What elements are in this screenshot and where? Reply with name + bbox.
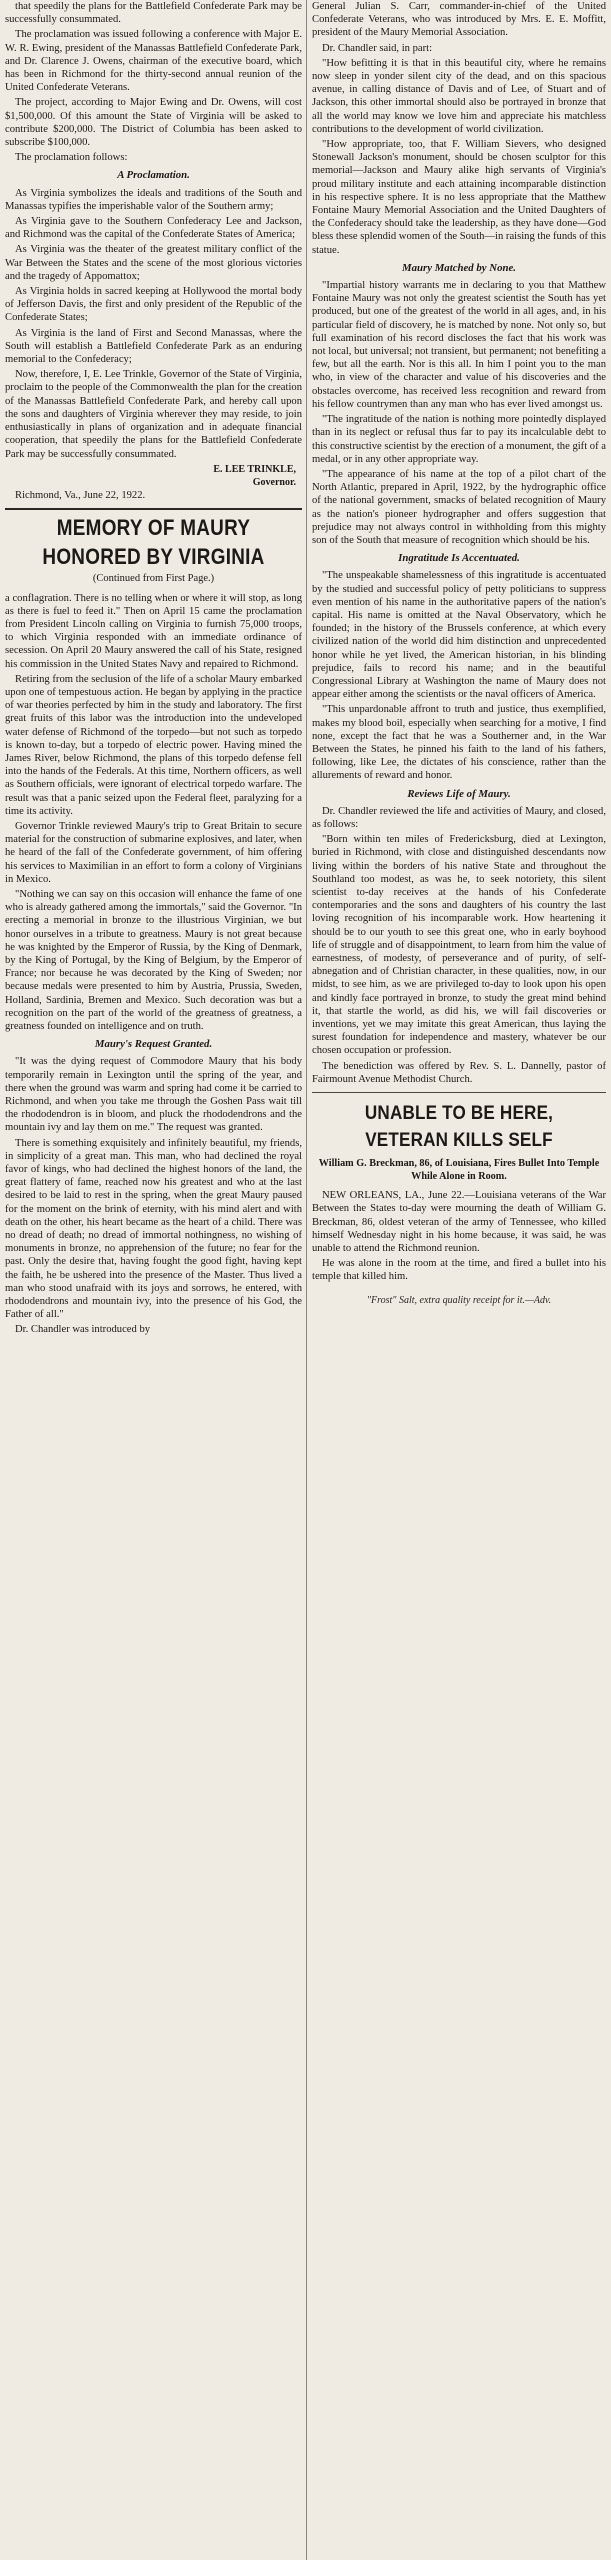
paragraph: "The unspeakable shamelessness of this ingratitude is accentuated by the studied and successful policy of petty politicians to suppress even mention of his name in the authoritative papers of the nation's capital. His name is omitted at the Naval Observatory, which he founded; in the history of the Brussels conference, at which every civilized nation of the world did him distinction and unprecedented honor while he yet lived, the American historian, in his blinding prejudice, fails to record his name; and in the beautiful Congressional Library at Washington the name of Maury does not appear either among the scientists or the naval officers of America. — [312, 570, 606, 701]
ingratitude-section — [312, 569, 606, 782]
paragraph: As Virginia gave to the Southern Confederacy Lee and Jackson, and Richmond was the capital of the Confederate States of America; — [5, 216, 302, 241]
paragraph: "Impartial history warrants me in declaring to you that Matthew Fontaine Maury was not only the greatest scientist the South has yet produced, but one of the greatest of the world in all ages, and, in his particular field of discovery, he is matched by none. Not only so, but full examination of his record discloses the fact that his work was not local, but universal; not transient, but permanent; not benefiting a few, but all the earth. Nor is this all. In him I point you to the man who, in view of the character and value of his discoveries and the obstacles overcome, has received less recognition and reward from his fellow countrymen than any man who has ever lived amongst us. — [312, 280, 606, 410]
headline-line-2: HONORED BY VIRGINIA — [42, 544, 265, 570]
paragraph: Governor Trinkle reviewed Maury's trip to Great Britain to secure material for the construction of submarine explosives, and later, when he heard of the fall of the Confederate government, of him offering his services to Maximilian in an effort to form a colony of Virginians in Mexico. — [5, 820, 302, 885]
proclamation-text — [5, 187, 302, 461]
governor-title: Governor. — [252, 476, 296, 488]
paragraph: "It was the dying request of Commodore Maury that his body temporarily remain in Lexington until the spring of the year, and there when the ground was warm and spring had come it be carried to Richmond, and when you take me through the Goshen Pass wait till the rhododendron is in bloom, and pluck the rhododendrons and the mountain ivy and lay them on me." The request was granted. — [5, 1056, 302, 1134]
veteran-story — [312, 1189, 606, 1283]
request-section — [5, 1055, 302, 1336]
subheading-matched: Maury Matched by None. — [402, 261, 516, 274]
proclamation-heading: A Proclamation. — [117, 169, 190, 182]
paragraph: As Virginia symbolizes the ideals and traditions of the South and Manassas typifies the imperishable valor of the Southern army; — [5, 187, 302, 212]
paragraph: a conflagration. There is no telling when or where it will stop, as long as there is fuel to feed it." Then on April 15 came the proclamation from President Lincoln calling on Virginia to furnish 75,000 troops, to which Virginia responded with an immediate ordinance of secession. On April 20 Maury answered the call of his State, resigned his commission in the United States Navy and repaired to Richmond. — [5, 592, 302, 670]
column-rule — [306, 0, 307, 2560]
paragraph: The proclamation follows: — [15, 152, 128, 164]
subheading-request: Maury's Request Granted. — [94, 1038, 213, 1051]
veteran-headline-line-2: VETERAN KILLS SELF — [365, 1130, 553, 1152]
paragraph: The proclamation was issued following a conference with Major E. W. R. Ewing, president of the Manassas Battlefield Confederate Park, and Dr. Clarence J. Owens, chairman of the executive board, which has been in Richmond for the thirty-second annual reunion of the United Confederate Veterans. — [5, 29, 302, 94]
paragraph: As Virginia was the theater of the greatest military conflict of the War Between the States and the scene of the most glorious victories and the tragedy of Appomattox; — [5, 244, 302, 282]
advertisement-snippet: "Frost" Salt, extra quality receipt for it.—Adv. — [366, 1294, 552, 1306]
continued-note: (Continued from First Page.) — [92, 573, 215, 585]
headline-line-1: MEMORY OF MAURY — [56, 515, 251, 541]
section-divider — [5, 508, 302, 510]
paragraph: Retiring from the seclusion of the life of a scholar Maury embarked upon one of tempestuous action. He began by applying in the practice of war theories perfected by him in the study and laboratory. The first great fruits of this labor was the introduction into the undeveloped water defense of Richmond of the torpedo—but not such as torpedo is known to-day, but a torpedo of electric power. Having mined the James River, below Richmond, the plans of this torpedo defense fell into the hands of the Federals. At this time, Northern officers, as well as Southern officials, were ignorant of electrical torpedo warfare. The result was that a panic seized upon the Federal fleet, paralyzing for a time its activity. — [5, 673, 302, 817]
reviews-section — [312, 805, 606, 1086]
paragraph: "How appropriate, too, that F. William Sievers, who designed Stonewall Jackson's monument, should be chosen sculptor for this memorial—Jackson and Maury alike high servants of Virginia's proud military institute and each attaining incomparable distinction in his respective sphere. It is no less appropriate that the Matthew Fontaine Maury Memorial Association and the United Daughters of the Confederacy should take the leadership, as they have done—God bless these splendid women of the South—in raising the funds of this statue. — [312, 139, 606, 256]
paragraph: "The ingratitude of the nation is nothing more pointedly displayed than in its neglect or refusal thus far to pay its incalculable debt to this constructive scientist by the erection of a monument, the gift of a medal, or in any other appropriate way. — [312, 414, 606, 465]
governor-signature: E. LEE TRINKLE, — [213, 463, 296, 475]
paragraph: that speedily the plans for the Battlefield Confederate Park may be successfully consummated. — [5, 1, 302, 26]
signature-place: Richmond, Va., June 22, 1922. — [15, 490, 146, 502]
paragraph: As Virginia holds in sacred keeping at Hollywood the mortal body of Jefferson Davis, the first and only president of the Republic of the Confederate States; — [5, 286, 302, 324]
veteran-deck: William G. Breckman, 86, of Louisiana, Fires Bullet Into Temple While Alone in Room. — [318, 1158, 600, 1182]
paragraph: He was alone in the room at the time, and fired a bullet into his temple that killed him. — [312, 1258, 606, 1283]
paragraph: "Nothing we can say on this occasion will enhance the fame of one who is already gathered among the immortals," said the Governor. "In erecting a memorial in bronze to the illustrious Virginian, we but honor ourselves in a tribute to greatness. Maury is not great because he was knighted by the Emperor of Russia, by the King of Denmark, by the King of Portugal, by the King of Belgium, by the Emperor of France; nor because he was decorated by the King of Sweden; nor because medals were presented to him by Austria, Prussia, Sweden, Holland, Sardinia, Bremen and Mexico. Such decoration was but a recognition on the part of the world of the greatness of greatness, a greatness founded on intelligence and on truth. — [5, 888, 302, 1033]
paragraph: Dr. Chandler was introduced by — [15, 1324, 151, 1336]
section-divider — [312, 1092, 606, 1093]
maury-story — [5, 592, 302, 1034]
paragraph: Now, therefore, I, E. Lee Trinkle, Governor of the State of Virginia, proclaim to the people of the Commonwealth the plan for the creation of the Manassas Battlefield Confederate Park, and hereby call upon the sons and daughters of Virginia wherever they may reside, to join enthusiastically in plans of organization and in adequate financial cooperation, that speedily the plans for the Battlefield Confederate Park may be successfully consummated. — [5, 369, 302, 460]
matched-section — [312, 279, 606, 547]
paragraph: There is something exquisitely and infinitely beautiful, my friends, in simplicity of a great man. This man, who had declined the royal favor of kings, who had declined the highest honors of the land, the great flattery of fame, reached now his greatest and who at the last desired to be laid to rest in the spring, when the great Maury paused for the moment on the brink of eternity, with his mind alert and with death on the other, his heart became as the heart of a child. There was no dread of death; no dread of immortal nothingness, no wishing of monuments in bronze, no apprehension of the future; no fear for the past. Only the desire that, having fought the good fight, having kept the faith, he be ushered into the presence of the Master. Thus lived a man who stood unafraid with its joys and sorrows, he entered, with rhododendrons and mountain ivy, into the presence of his God, the Father of all." — [5, 1137, 302, 1321]
paragraph: "How befitting it is that in this beautiful city, where he remains now sleep in yonder silent city of the dead, and on this spacious avenue, in calling distance of Davis and of Lee, of Stuart and of Jackson, this other immortal should also be portrayed in bronze that all the world may know we love him and appreciate his matchless contributions to the development of world civilization. — [312, 57, 606, 135]
paragraph: Dr. Chandler reviewed the life and activities of Maury, and closed, as follows: — [312, 805, 606, 830]
paragraph: "The appearance of his name at the top of a pilot chart of the North Atlantic, prepared in April, 1922, by the hydrographic office of the national government, smacks of belated recognition of Maury as the nation's pioneer hydrographer and offers suggestion that prejudice may not always control in withholding from this mighty son of the South that measure of recognition which should be his. — [312, 468, 606, 546]
chandler-story — [312, 0, 606, 257]
paragraph: As Virginia is the land of First and Second Manassas, where the South will establish a Battlefield Confederate Park as an enduring memorial to the Confederacy; — [5, 327, 302, 366]
proclamation-intro — [5, 0, 302, 164]
paragraph: "Born within ten miles of Fredericksburg, died at Lexington, buried in Richmond, with close and distinguished descendants now living within the borders of his native State and throughout the Southland too modest, as was he, to seek notoriety, this silent scientist to-day receives at the hands of his Confederate contemporaries and the sons and daughters of his country the last loving recognition of his incomparable work. How heartening it should be to our youth to see this great one, who in early boyhood life of struggle and of disappointment, to learn from him the value of earnestness, of modesty, of perseverance and of purity, of self-abnegation and of Christian character, in these qualities, now, in our midst, to see him, as we are privileged to-day to look upon his open and kindly face portrayed in bronze, to study the great mind behind it, that startle the world, as did his, we will fail discoveries or inventions, yet we may imitate this great American, thus laying the surest foundation for independence and mastery, whatever be our chosen occupation or profession. — [312, 834, 606, 1057]
paragraph: Dr. Chandler said, in part: — [322, 42, 433, 54]
paragraph: "This unpardonable affront to truth and justice, thus exemplified, makes my blood boil, especially when searching for a motive, I find none, except the fact that he was a Southerner and, in the War Between the States, he pinned his faith to the land of his fathers, following, like Lee, the dictates of his conscience, rather than the allurements of reward and honor. — [312, 704, 606, 782]
paragraph: The benediction was offered by Rev. S. L. Dannelly, pastor of Fairmount Avenue Methodist Church. — [312, 1060, 606, 1085]
paragraph: General Julian S. Carr, commander-in-chief of the United Confederate Veterans, who was introduced by Mrs. E. E. Moffitt, president of the Maury Memorial Association. — [312, 1, 606, 39]
left-column — [5, 0, 302, 2560]
paragraph: NEW ORLEANS, LA., June 22.—Louisiana veterans of the War Between the States to-day were mourning the death of William G. Breckman, 86, oldest veteran of the army of Tennessee, who killed himself Wednesday night in his home because, it was said, he was unable to attend the Richmond reunion. — [312, 1190, 606, 1255]
paragraph: The project, according to Major Ewing and Dr. Owens, will cost $1,500,000. Of this amount the State of Virginia will be asked to contribute $200,000. The District of Columbia has been asked to subscribe $100,000. — [5, 97, 302, 149]
subheading-ingratitude: Ingratitude Is Accentuated. — [398, 552, 520, 565]
veteran-headline-line-1: UNABLE TO BE HERE, — [364, 1103, 554, 1125]
subheading-reviews: Reviews Life of Maury. — [407, 787, 511, 800]
right-column — [312, 0, 606, 2560]
